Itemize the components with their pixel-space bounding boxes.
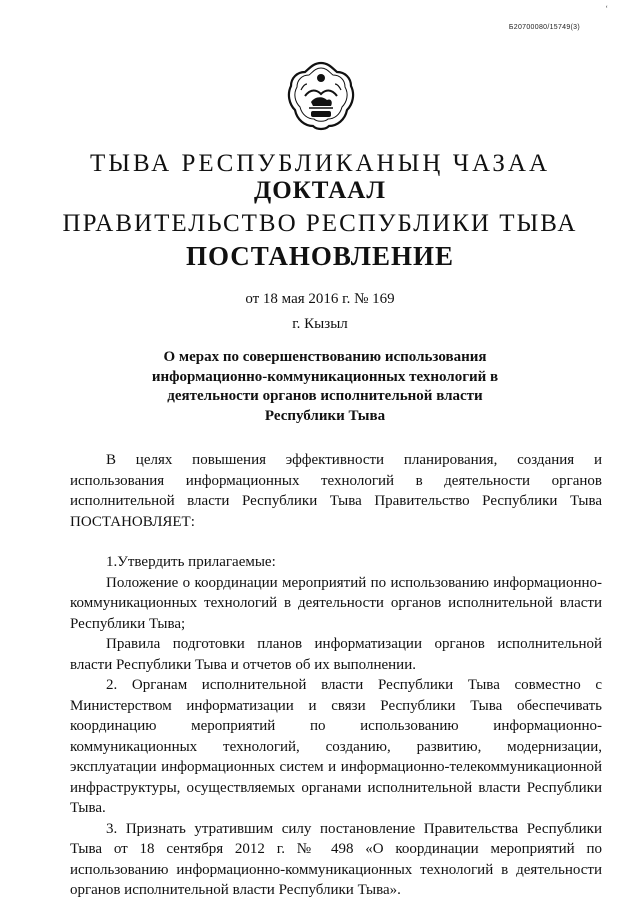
header-doktaal: ДОКТААЛ bbox=[254, 177, 386, 204]
item-1: 1.Утвердить прилагаемые: bbox=[106, 554, 276, 570]
item-2: 2. Органам исполнительной власти Республики Тыва совместно с Министерством информатизации и связи Республики Тыва обеспечивать координацию мероприятий по использованию информационно-коммуникационных технологий, созданию, развитию, модернизации, эксплуатации информационных систем и информационно-телекоммуникационной инфраструктуры, осуществляемых органами исполнительной власти Республики Тыва. bbox=[70, 677, 602, 816]
document-title: О мерах по совершенствованию использования информационно-коммуникационных технологий в деятельности органов исполнительной власти Республики Тыва bbox=[151, 349, 499, 424]
emblem-icon bbox=[287, 60, 355, 132]
city: г. Кызыл bbox=[292, 316, 348, 332]
document-code: Б20700080/15749(3) bbox=[508, 24, 580, 31]
header-resolution: ПОСТАНОВЛЕНИЕ bbox=[185, 241, 455, 271]
item-3: 3. Признать утратившим силу постановление Правительства Республики Тыва от 18 сентября 2012 г. № 498 «О координации мероприятий по использованию информационно-коммуникационных технологий в деятельности органов исполнительной власти Республики Тыва». bbox=[70, 820, 602, 898]
item-1a: Положение о координации мероприятий по использованию информационно-коммуникационных технологий в деятельности органов исполнительной власти Республики Тыва; bbox=[70, 574, 602, 632]
item-1b: Правила подготовки планов информатизации органов исполнительной власти Республики Тыва и отчетов об их выполнении. bbox=[70, 636, 602, 673]
document-body bbox=[70, 450, 602, 901]
header-tuvan-government: ТЫВА РЕСПУБЛИКАНЫҢ ЧАЗАА bbox=[89, 150, 551, 177]
header-government: ПРАВИТЕЛЬСТВО РЕСПУБЛИКИ ТЫВА bbox=[62, 210, 578, 237]
scan-mark: ʻ bbox=[605, 4, 608, 13]
intro-paragraph: В целях повышения эффективности планирования, создания и использования информационных технологий в деятельности органов исполнительной власти Республики Тыва Правительство Республики Тыва ПОСТАНОВЛЯЕТ: bbox=[70, 452, 602, 530]
date-number: от 18 мая 2016 г. № 169 bbox=[245, 291, 395, 307]
